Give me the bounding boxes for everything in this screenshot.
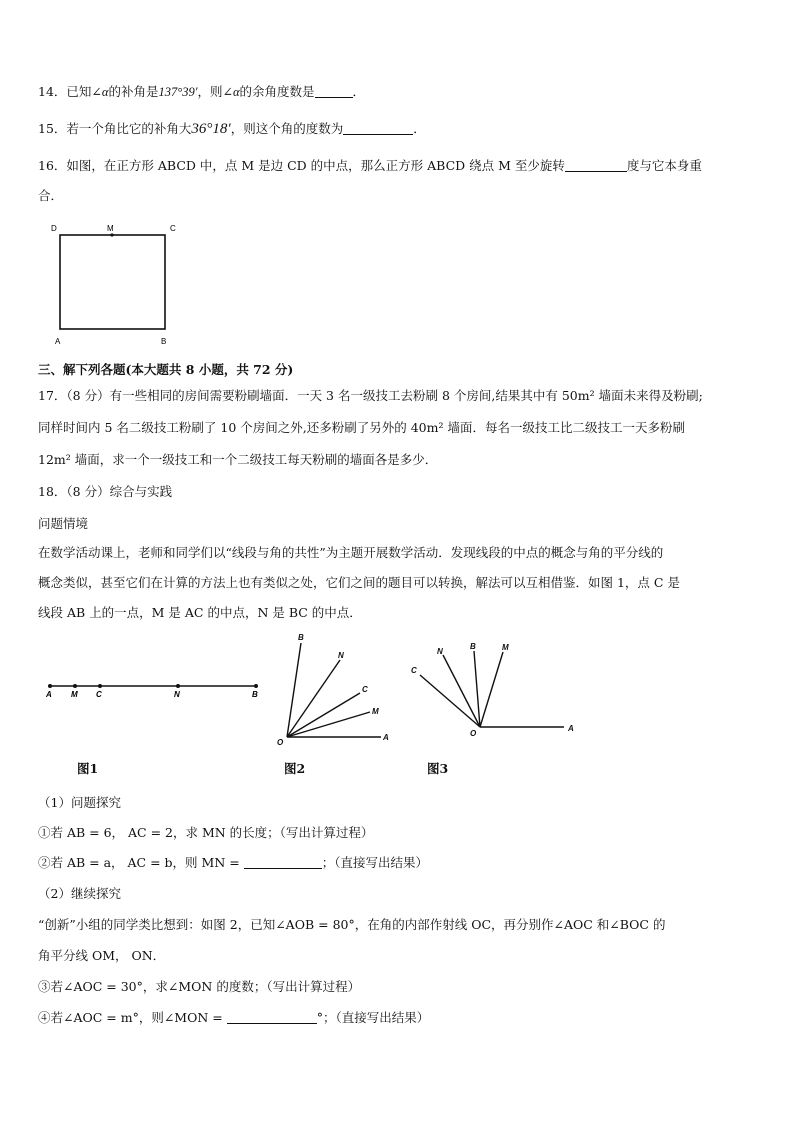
q18-item-1: ①若 AB = 6， AC = 2，求 MN 的长度；（写出计算过程） [38, 825, 374, 840]
section-3-heading: 三、解下列各题(本大题共 8 小题，共 72 分) [38, 362, 294, 377]
fig1-label-b: B [252, 690, 258, 699]
q16-line-2: 合． [38, 188, 64, 203]
q17-line-2: 同样时间内 5 名二级技工粉刷了 10 个房间之外,还多粉刷了另外的 40m² 墙面．每名一级技工比二级技工一天多粉刷 [38, 420, 685, 435]
fig2-label-b: B [298, 633, 304, 642]
q18-item-2-blank[interactable] [244, 856, 322, 869]
fig2-ray-oc [287, 693, 360, 737]
q18-subheading: 问题情境 [38, 516, 89, 531]
q14-answer-blank[interactable] [315, 85, 353, 98]
label-d: D [51, 224, 57, 233]
q18-figures [0, 628, 794, 758]
figure-1-segment [45, 684, 258, 699]
label-c: C [170, 224, 176, 233]
fig3-label-n: N [437, 647, 443, 656]
fig1-label-a: A [46, 690, 52, 699]
q14-angle-2: ∠α [222, 85, 240, 99]
fig3-label-b: B [470, 642, 476, 651]
fig2-label-n: N [338, 651, 344, 660]
figure-2-caption: 图2 [284, 761, 306, 776]
q17-line-3: 12m² 墙面，求一个一级技工和一个二级技工每天粉刷的墙面各是多少． [38, 452, 438, 467]
q18-part-2-heading: （2）继续探究 [38, 886, 121, 901]
q15-text-b: ，则这个角的度数为 [230, 121, 344, 136]
q15-answer-blank[interactable] [343, 122, 413, 135]
q14-text-e: ． [352, 84, 366, 99]
q18-continue-1: “创新”小组的同学类比想到：如图 2，已知∠AOB = 80°，在角的内部作射线 OC，再分别作∠AOC 和∠BOC 的 [38, 917, 666, 932]
q14-text-a: 已知 [66, 84, 92, 99]
fig2-ray-ob [287, 643, 301, 737]
q15-text-a: 若一个角比它的补角大 [66, 121, 192, 136]
q16-text-b: 度与它本身重 [626, 158, 702, 173]
q18-heading: 18．（8 分）综合与实践 [38, 484, 173, 499]
label-a: A [55, 337, 61, 346]
label-b: B [161, 337, 167, 346]
square-abcd [60, 235, 165, 329]
fig3-ray-om [480, 652, 503, 727]
figure-1-caption: 图1 [77, 761, 99, 776]
q18-paragraph-3: 线段 AB 上的一点，M 是 AC 的中点，N 是 BC 的中点． [38, 605, 362, 620]
fig2-label-c: C [362, 685, 368, 694]
fig1-label-n: N [174, 690, 180, 699]
q18-item-4-text: ④若∠AOC = m°，则∠MON = [38, 1010, 223, 1025]
label-m: M [107, 224, 114, 233]
fig3-ray-oc [420, 675, 480, 727]
q18-item-4 [38, 1008, 429, 1026]
q18-item-4-suffix: °；（直接写出结果） [316, 1010, 430, 1025]
fig1-point-a [48, 684, 52, 688]
figure-3-caption: 图3 [427, 761, 449, 776]
q16-text-a: 16．如图，在正方形 ABCD 中，点 M 是边 CD 的中点，那么正方形 ABCD 绕点 M 至少旋转 [38, 158, 565, 173]
q15-degree: 36°18′ [191, 121, 231, 137]
q14-text-d: 的余角度数是 [239, 84, 315, 99]
q18-item-2-text: ②若 AB = a， AC = b，则 MN = [38, 855, 240, 870]
q14-angle: ∠α [91, 85, 109, 99]
q18-item-2 [38, 853, 428, 871]
q18-item-3: ③若∠AOC = 30°，求∠MON 的度数；（写出计算过程） [38, 979, 361, 994]
fig3-label-a: A [568, 724, 574, 733]
q17-line-1: 17．（8 分）有一些相同的房间需要粉刷墙面．一天 3 名一级技工去粉刷 8 个房间,结果其中有 50m² 墙面未来得及粉刷; [38, 388, 703, 403]
fig3-label-c: C [411, 666, 417, 675]
fig2-label-o: O [277, 738, 284, 747]
q18-item-4-blank[interactable] [227, 1011, 317, 1024]
q15-text-c: ． [413, 121, 426, 136]
fig1-point-c [98, 684, 102, 688]
q14-line [38, 82, 365, 100]
fig3-ray-on [443, 655, 480, 727]
figure-3-angle [420, 651, 564, 727]
fig2-label-m: M [372, 707, 379, 716]
q18-paragraph-1: 在数学活动课上，老师和同学们以“线段与角的共性”为主题开展数学活动．发现线段的中点的概念与角的平分线的 [38, 545, 664, 560]
q15-line [38, 119, 426, 138]
fig1-point-n [176, 684, 180, 688]
q16-answer-blank[interactable] [565, 159, 627, 172]
fig3-label-m: M [502, 643, 509, 652]
fig1-label-c: C [96, 690, 102, 699]
q14-degree: 137°39′ [158, 85, 198, 99]
q18-continue-2: 角平分线 OM， ON． [38, 948, 166, 963]
q14-text-b: 的补角是 [108, 84, 159, 99]
q16-line-1 [38, 156, 702, 174]
q18-paragraph-2: 概念类似，甚至它们在计算的方法上也有类似之处，它们之间的题目可以转换，解法可以互相借鉴．如图 1，点 C 是 [38, 575, 680, 590]
fig2-label-a: A [383, 733, 389, 742]
fig1-label-m: M [71, 690, 78, 699]
q15-number: 15． [38, 121, 67, 136]
q14-text-c: ，则 [197, 84, 223, 99]
q18-part-1-heading: （1）问题探究 [38, 795, 121, 810]
fig1-point-b [254, 684, 258, 688]
q16-square-figure [40, 216, 190, 351]
fig2-ray-om [287, 712, 370, 737]
q14-number: 14． [38, 84, 67, 99]
fig2-ray-on [287, 660, 340, 737]
point-m [110, 233, 113, 236]
fig3-label-o: O [470, 729, 477, 738]
q18-item-2-suffix: ；（直接写出结果） [321, 855, 428, 870]
fig1-point-m [73, 684, 77, 688]
